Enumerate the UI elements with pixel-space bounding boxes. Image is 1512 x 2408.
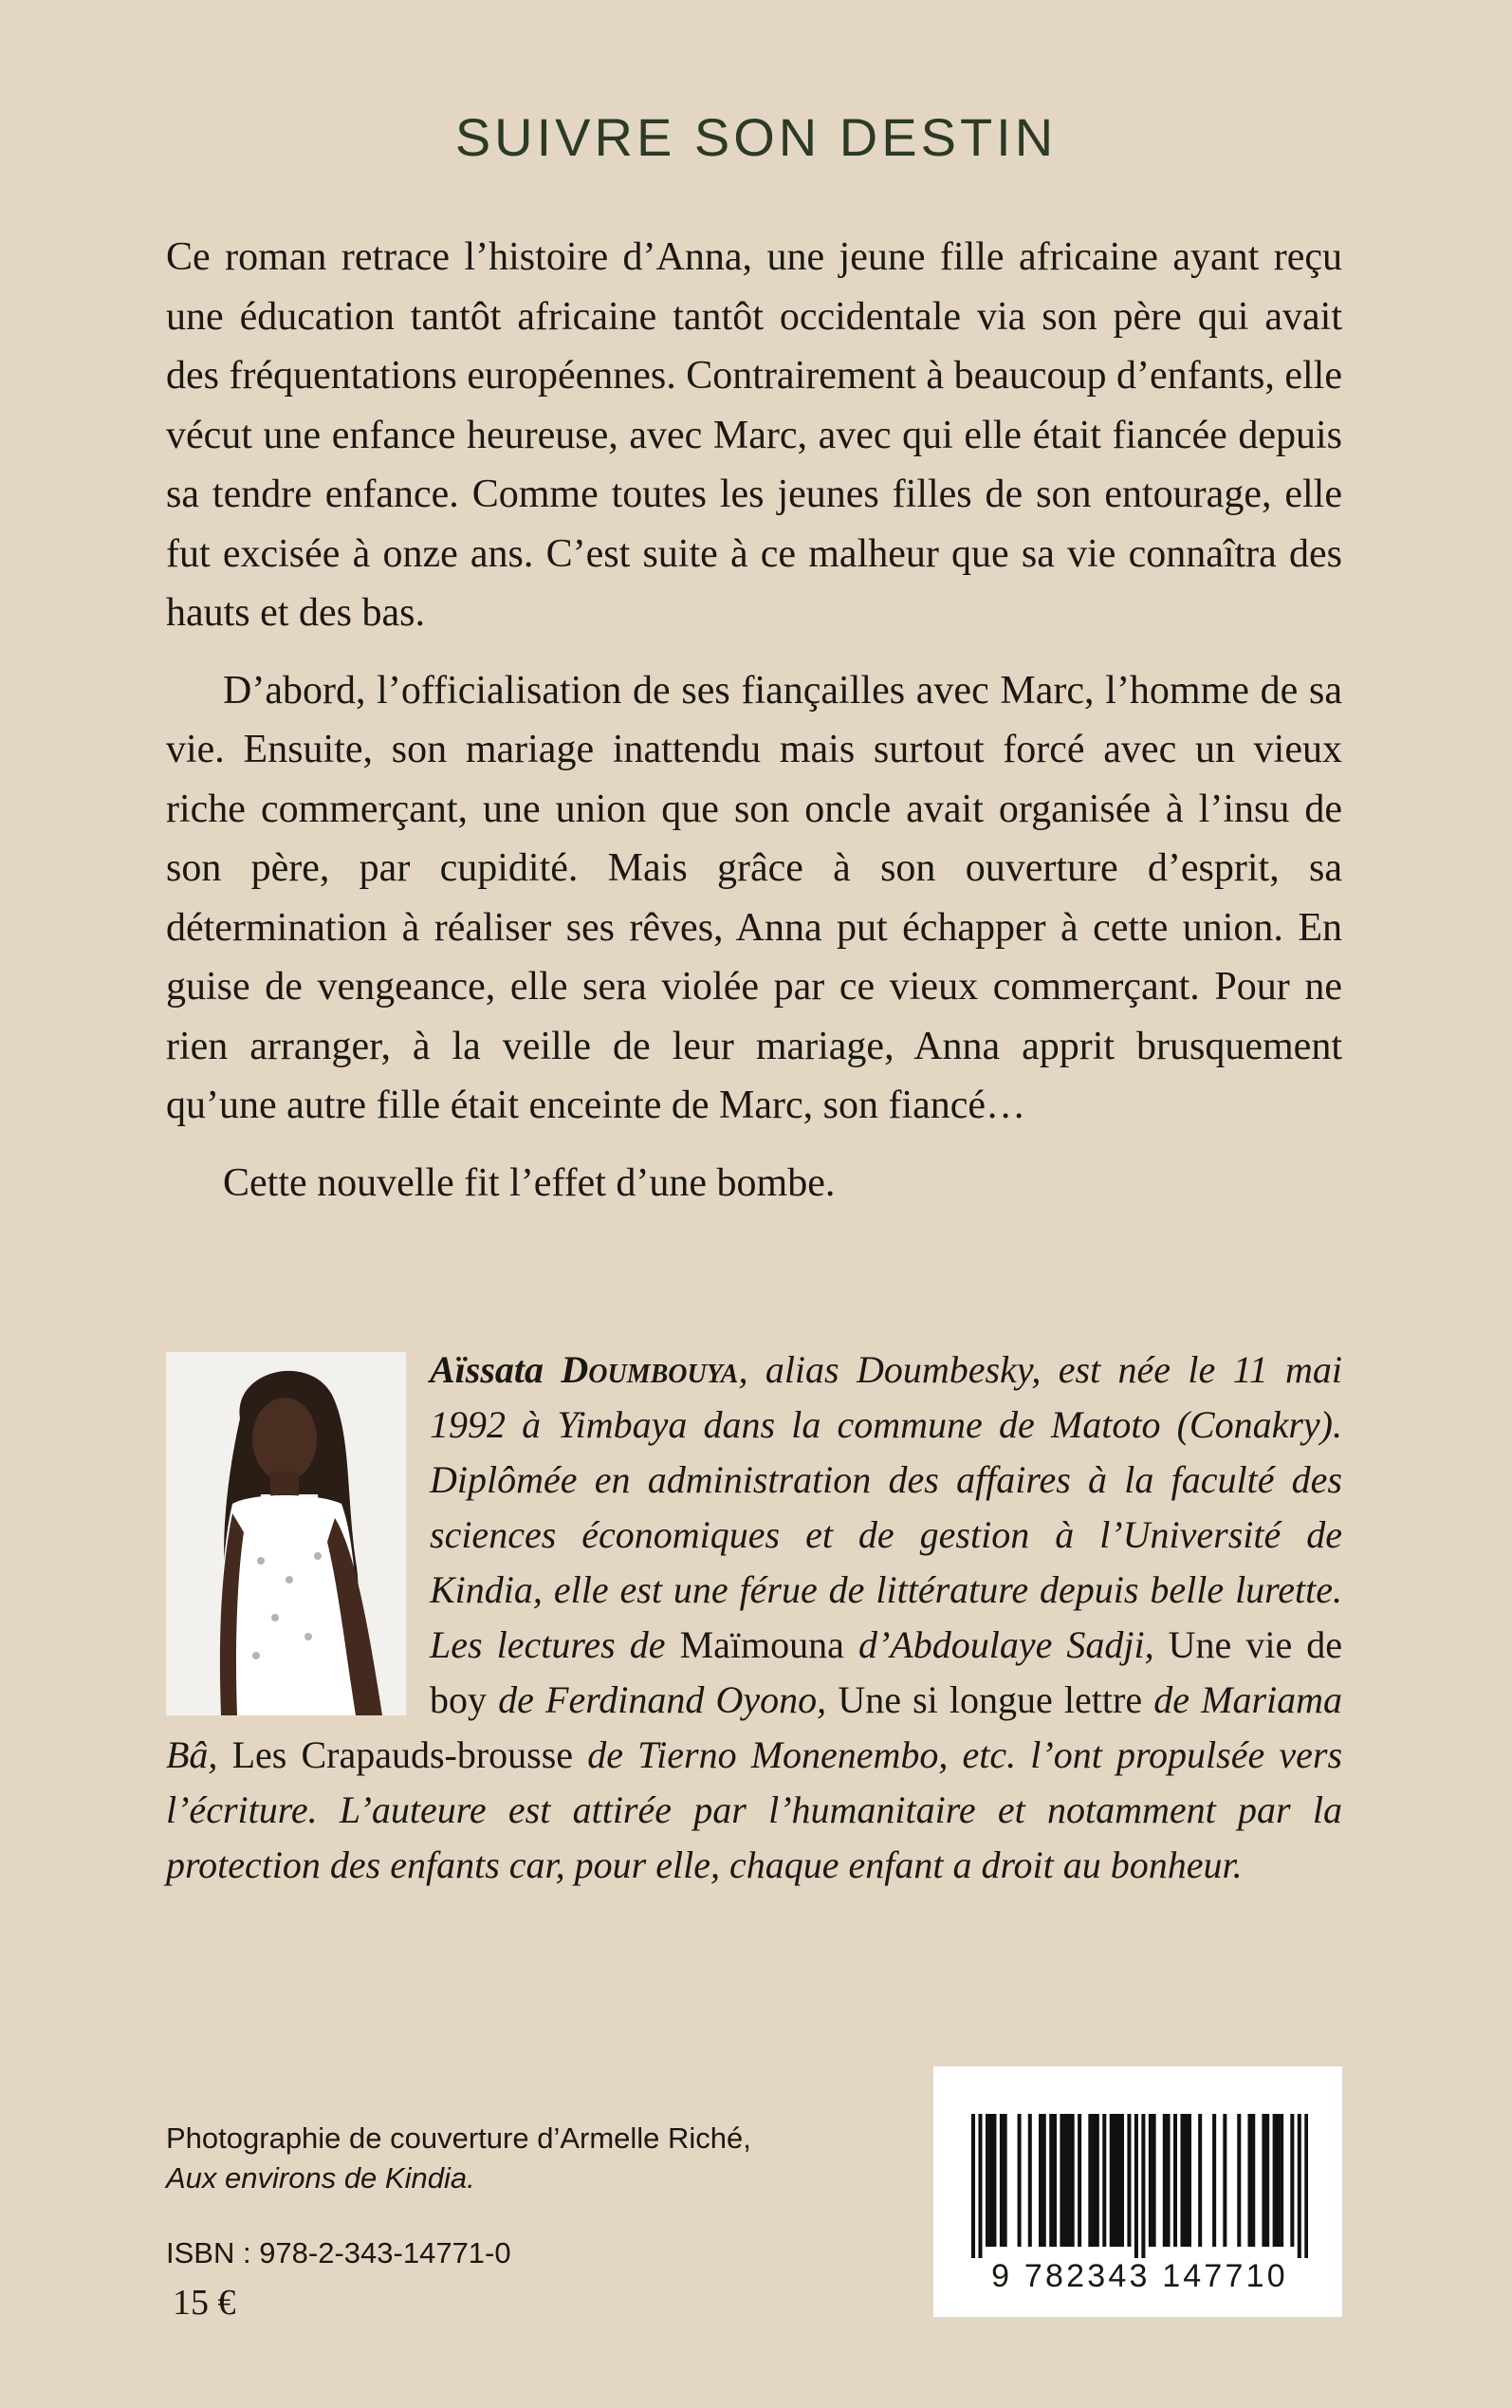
barcode-bar: [1173, 2114, 1177, 2247]
author-last-name: Doumbouya: [561, 1348, 739, 1391]
barcode: [933, 2066, 1342, 2317]
author-biography: [166, 1343, 1342, 1893]
barcode-bars: [971, 2114, 1308, 2258]
bio-text-1: , alias Doumbesky, est née le 11 mai 1992 à Yimbaya dans la commune de Matoto (Conakry). Diplômée en administration des affaires à la faculté des sciences économiques et de gestion à l’Université de Kindia, elle est une férue de littérature depuis belle lurette. Les lectures de: [430, 1348, 1342, 1666]
barcode-bar: [1067, 2114, 1071, 2247]
book-title-1: Maïmouna: [679, 1623, 844, 1666]
barcode-bar: [1280, 2114, 1283, 2247]
price: 15 €: [173, 2283, 236, 2323]
barcode-bar: [1018, 2114, 1022, 2247]
barcode-bar: [1149, 2114, 1152, 2247]
author-first-name: Aïssata: [430, 1348, 562, 1391]
book-title-2: Une vie de boy: [430, 1623, 1342, 1721]
barcode-bar: [1152, 2114, 1156, 2247]
barcode-bar: [986, 2114, 989, 2247]
book-title: SUIVRE SON DESTIN: [454, 107, 1058, 167]
barcode-bar: [1004, 2114, 1007, 2247]
barcode-bar: [1110, 2114, 1114, 2247]
barcode-bar: [1053, 2114, 1057, 2247]
photo-credit: [166, 2119, 751, 2198]
book-title-4: Les Crapauds-brousse: [231, 1733, 574, 1776]
barcode-bar: [1304, 2114, 1308, 2258]
barcode-bar: [1134, 2114, 1138, 2258]
barcode-bar: [1262, 2114, 1265, 2247]
barcode-bar: [1039, 2114, 1042, 2247]
barcode-bar: [1180, 2114, 1184, 2247]
barcode-bar: [1028, 2114, 1032, 2247]
bio-text-5: de Tierno Monenembo, etc. l’ont propulsée vers l’écriture. L’auteure est attirée par l’humanitaire et notamment par la protection des enfants car, pour elle, chaque enfant a droit au bonheur.: [166, 1733, 1343, 1886]
barcode-bar: [971, 2114, 975, 2258]
barcode-digits: 9 782343 147710: [991, 2258, 1288, 2294]
barcode-bar: [1000, 2114, 1004, 2247]
barcode-bar: [1071, 2114, 1075, 2247]
synopsis-paragraph-1: Ce roman retrace l’histoire d’Anna, une jeune fille africaine ayant reçu une éducation tantôt africaine tantôt occidentale via son père qui avait des fréquentations européennes. Contrairement à beaucoup d’enfants, elle vécut une enfance heureuse, avec Marc, avec qui elle était fiancée depuis sa tendre enfance. Comme toutes les jeunes filles de son entourage, elle fut excisée à onze ans. C’est suite à ce malheur que sa vie connaîtra des hauts et des bas.: [166, 235, 1342, 635]
barcode-bar: [1060, 2114, 1063, 2247]
synopsis: [166, 228, 1342, 1231]
barcode-bar: [1276, 2114, 1280, 2247]
barcode-bar: [1247, 2114, 1251, 2247]
barcode-bar: [1212, 2114, 1216, 2247]
bio-text-3: de Ferdinand Oyono,: [487, 1678, 839, 1721]
barcode-bar: [1120, 2114, 1124, 2247]
barcode-bar: [1113, 2114, 1116, 2247]
bio-text-2: d’Abdoulaye Sadji,: [843, 1623, 1169, 1666]
barcode-bar: [1223, 2114, 1226, 2247]
photo-spacer: [166, 1343, 430, 1726]
barcode-bar: [1096, 2114, 1099, 2247]
barcode-bar: [1298, 2114, 1301, 2258]
barcode-bar: [1167, 2114, 1171, 2247]
barcode-bar: [1237, 2114, 1241, 2247]
barcode-bar: [992, 2114, 996, 2247]
photo-credit-line-1: Photographie de couverture d’Armelle Riché,: [166, 2121, 751, 2155]
barcode-bar: [1092, 2114, 1096, 2247]
barcode-bar: [1127, 2114, 1131, 2247]
barcode-bar: [1063, 2114, 1067, 2247]
barcode-bar: [1141, 2114, 1145, 2258]
barcode-bar: [1290, 2114, 1294, 2247]
barcode-bar: [989, 2114, 993, 2247]
barcode-bar: [1042, 2114, 1046, 2247]
barcode-bar: [1078, 2114, 1081, 2247]
barcode-bar: [978, 2114, 982, 2258]
barcode-bar: [1251, 2114, 1255, 2247]
photo-credit-line-2: Aux environs de Kindia.: [166, 2161, 475, 2195]
barcode-bar: [1184, 2114, 1188, 2247]
barcode-bar: [1116, 2114, 1120, 2247]
barcode-bar: [1102, 2114, 1106, 2247]
barcode-bar: [1265, 2114, 1269, 2247]
barcode-bar: [1188, 2114, 1191, 2247]
book-title-3: Une si longue lettre: [838, 1678, 1143, 1721]
barcode-bar: [1273, 2114, 1277, 2247]
barcode-bar: [1088, 2114, 1092, 2247]
barcode-bar: [1049, 2114, 1053, 2247]
isbn-number: ISBN : 978-2-343-14771-0: [166, 2236, 511, 2269]
barcode-bar: [1163, 2114, 1167, 2247]
synopsis-paragraph-2: D’abord, l’officialisation de ses fiançailles avec Marc, l’homme de sa vie. Ensuite, son mariage inattendu mais surtout forcé avec un vieux riche commerçant, une union que son oncle avait organisée à l’insu de son père, par cupidité. Mais grâce à son ouverture d’esprit, sa détermination à réaliser ses rêves, Anna put échapper à cette union. En guise de vengeance, elle sera violée par ce vieux commerçant. Pour ne rien arranger, à la veille de leur mariage, Anna apprit brusquement qu’une autre fille était enceinte de Marc, son fiancé…: [166, 668, 1342, 1127]
barcode-bar: [1198, 2114, 1202, 2247]
synopsis-paragraph-3: Cette nouvelle fit l’effet d’une bombe.: [223, 1160, 836, 1205]
bio-text-4: de Mariama Bâ,: [166, 1678, 1343, 1776]
